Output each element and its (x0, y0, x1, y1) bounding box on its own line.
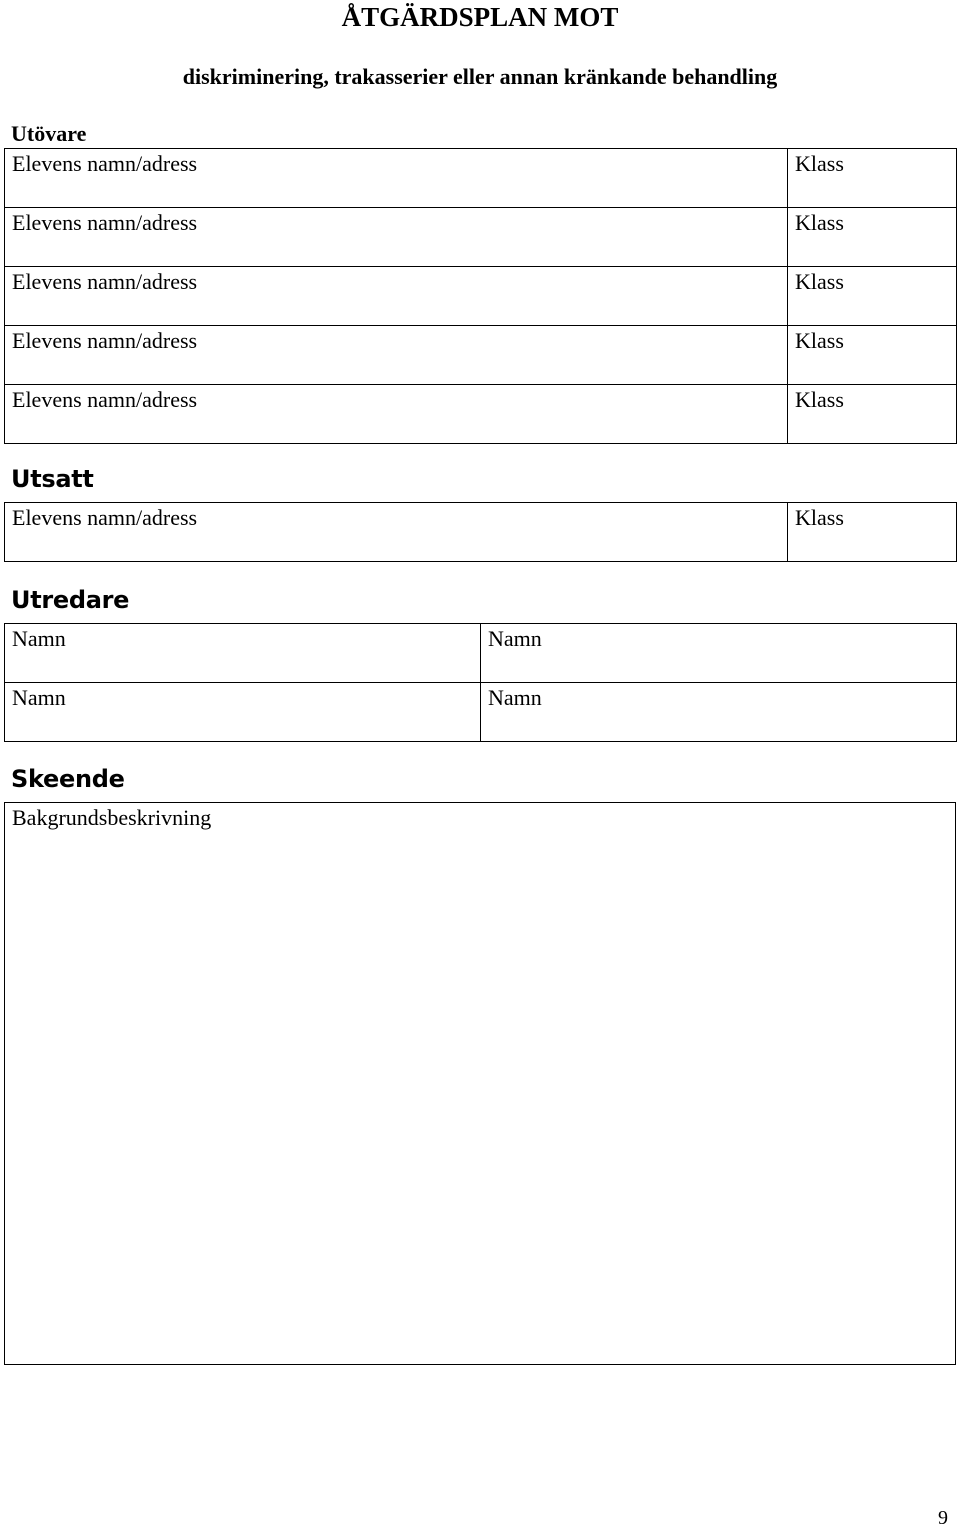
section-heading-utredare: Utredare (11, 586, 130, 614)
utredare-table (4, 623, 957, 742)
class-field[interactable] (788, 267, 957, 326)
section-heading-skeende: Skeende (11, 765, 125, 793)
field-label: Klass (795, 328, 844, 353)
student-name-address-field[interactable] (5, 503, 788, 562)
field-label: Klass (795, 387, 844, 412)
field-label: Elevens namn/adress (12, 269, 198, 294)
section-heading-utsatt: Utsatt (11, 465, 94, 493)
investigator-name-field[interactable] (5, 624, 481, 683)
field-label: Bakgrundsbeskrivning (12, 805, 212, 830)
student-name-address-field[interactable] (5, 385, 788, 444)
student-name-address-field[interactable] (5, 149, 788, 208)
utsatt-row (5, 503, 957, 562)
utovare-row (5, 385, 957, 444)
field-label: Klass (795, 269, 844, 294)
utovare-row (5, 326, 957, 385)
field-label: Namn (12, 626, 66, 651)
utredare-row (5, 624, 957, 683)
field-label: Elevens namn/adress (12, 505, 198, 530)
utovare-row (5, 267, 957, 326)
student-name-address-field[interactable] (5, 267, 788, 326)
class-field[interactable] (788, 149, 957, 208)
utovare-table (4, 148, 957, 444)
investigator-name-field[interactable] (481, 624, 957, 683)
class-field[interactable] (788, 208, 957, 267)
field-label: Namn (488, 626, 542, 651)
document-subtitle: diskriminering, trakasserier eller annan kränkande behandling (182, 64, 778, 89)
utsatt-table (4, 502, 957, 562)
page-number: 9 (938, 1507, 948, 1529)
utovare-row (5, 208, 957, 267)
class-field[interactable] (788, 385, 957, 444)
field-label: Klass (795, 210, 844, 235)
class-field[interactable] (788, 326, 957, 385)
student-name-address-field[interactable] (5, 208, 788, 267)
background-description-field[interactable] (4, 802, 956, 1365)
field-label: Elevens namn/adress (12, 210, 198, 235)
field-label: Klass (795, 151, 844, 176)
class-field[interactable] (788, 503, 957, 562)
field-label: Elevens namn/adress (12, 387, 198, 412)
utovare-row (5, 149, 957, 208)
field-label: Klass (795, 505, 844, 530)
field-label: Elevens namn/adress (12, 328, 198, 353)
document-title: ÅTGÄRDSPLAN MOT (341, 2, 619, 32)
section-heading-utovare: Utövare (11, 121, 87, 146)
field-label: Namn (12, 685, 66, 710)
student-name-address-field[interactable] (5, 326, 788, 385)
utredare-row (5, 683, 957, 742)
field-label: Elevens namn/adress (12, 151, 198, 176)
investigator-name-field[interactable] (5, 683, 481, 742)
investigator-name-field[interactable] (481, 683, 957, 742)
field-label: Namn (488, 685, 542, 710)
